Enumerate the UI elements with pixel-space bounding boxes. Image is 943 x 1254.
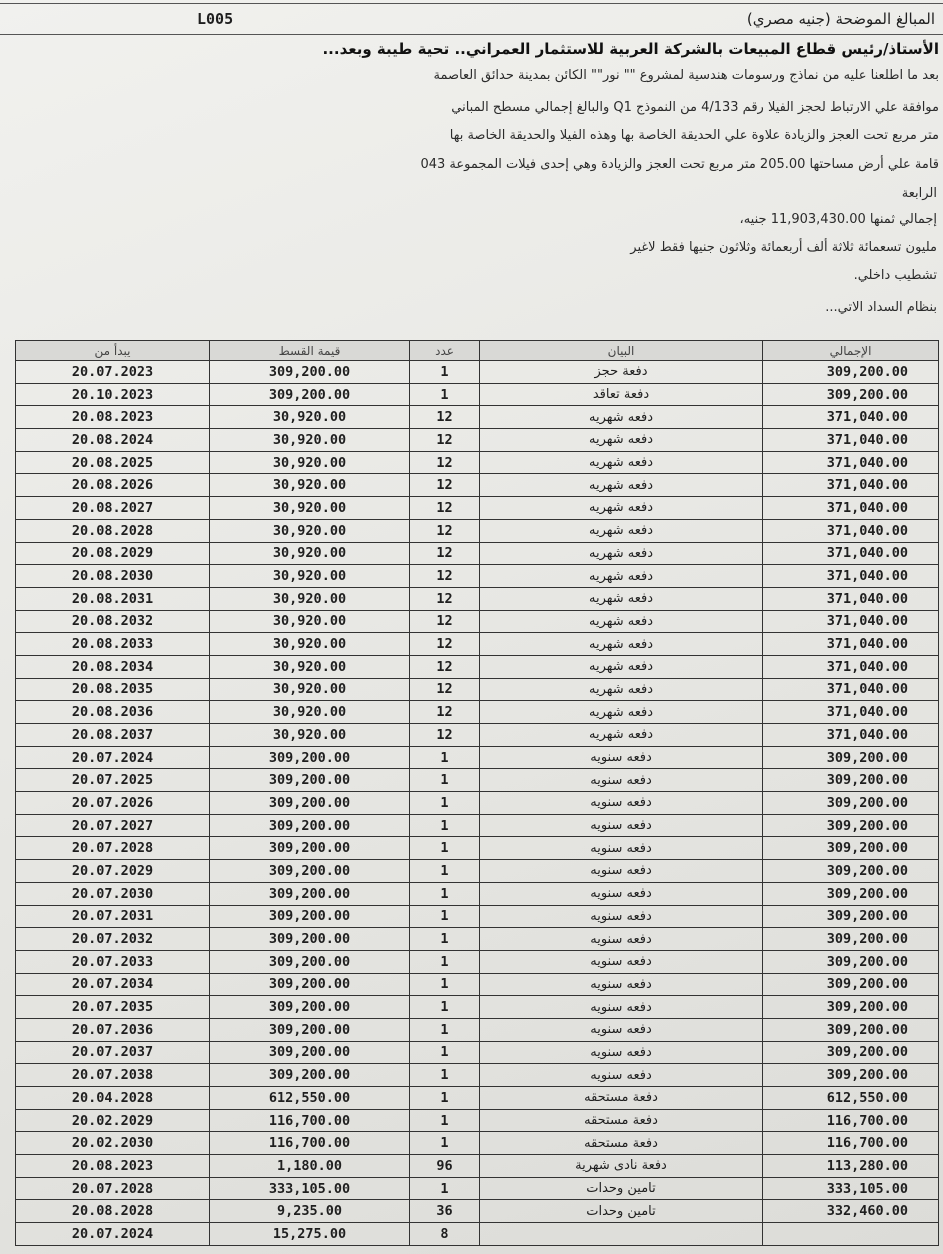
cell-count: 1 bbox=[410, 860, 480, 883]
cell-count: 1 bbox=[410, 1064, 480, 1087]
cell-installment-value: 9,235.00 bbox=[210, 1200, 410, 1223]
cell-installment-value: 309,200.00 bbox=[210, 1018, 410, 1041]
cell-installment-value: 30,920.00 bbox=[210, 565, 410, 588]
cell-count: 12 bbox=[410, 565, 480, 588]
cell-total: 309,200.00 bbox=[763, 928, 939, 951]
table-row bbox=[16, 882, 939, 905]
table-row bbox=[16, 542, 939, 565]
table-row bbox=[16, 633, 939, 656]
table-row bbox=[16, 519, 939, 542]
cell-description: دفعة مستحقه bbox=[480, 1087, 763, 1110]
cell-installment-value: 30,920.00 bbox=[210, 497, 410, 520]
cell-installment-value: 309,200.00 bbox=[210, 1064, 410, 1087]
cell-description: تامين وحدات bbox=[480, 1200, 763, 1223]
cell-count: 1 bbox=[410, 882, 480, 905]
cell-count: 1 bbox=[410, 1018, 480, 1041]
cell-count: 1 bbox=[410, 837, 480, 860]
cell-installment-value: 30,920.00 bbox=[210, 519, 410, 542]
cell-description: دفعه شهريه bbox=[480, 701, 763, 724]
table-row bbox=[16, 678, 939, 701]
cell-count: 1 bbox=[410, 1087, 480, 1110]
cell-total: 309,200.00 bbox=[763, 792, 939, 815]
table-row bbox=[16, 814, 939, 837]
table-row bbox=[16, 837, 939, 860]
header-installment-value: قيمة القسط bbox=[210, 341, 410, 361]
cell-count: 1 bbox=[410, 950, 480, 973]
cell-total: 371,040.00 bbox=[763, 474, 939, 497]
cell-total: 309,200.00 bbox=[763, 361, 939, 384]
cell-total: 309,200.00 bbox=[763, 996, 939, 1019]
cell-installment-value: 30,920.00 bbox=[210, 451, 410, 474]
cell-count: 12 bbox=[410, 701, 480, 724]
cell-total: 371,040.00 bbox=[763, 519, 939, 542]
cell-description: دفعه شهريه bbox=[480, 542, 763, 565]
table-row bbox=[16, 429, 939, 452]
cell-installment-value: 309,200.00 bbox=[210, 882, 410, 905]
table-row bbox=[16, 928, 939, 951]
letter-line: قامة علي أرض مساحتها 205.00 متر مربع تحت العجز والزيادة وهي إحدى فيلات المجموعة 043 bbox=[420, 157, 939, 172]
table-row bbox=[16, 1177, 939, 1200]
cell-description: دفعه سنويه bbox=[480, 1018, 763, 1041]
cell-total: 309,200.00 bbox=[763, 1064, 939, 1087]
cell-count: 12 bbox=[410, 474, 480, 497]
cell-description: دفعه سنويه bbox=[480, 882, 763, 905]
cell-count: 12 bbox=[410, 497, 480, 520]
table-row bbox=[16, 1155, 939, 1178]
table-row bbox=[16, 769, 939, 792]
cell-installment-value: 309,200.00 bbox=[210, 860, 410, 883]
cell-count: 1 bbox=[410, 996, 480, 1019]
cell-count: 1 bbox=[410, 1109, 480, 1132]
cell-description: دفعه سنويه bbox=[480, 950, 763, 973]
cell-count: 1 bbox=[410, 361, 480, 384]
cell-count: 12 bbox=[410, 542, 480, 565]
cell-description: دفعه شهريه bbox=[480, 497, 763, 520]
table-row bbox=[16, 587, 939, 610]
table-row bbox=[16, 406, 939, 429]
letter-line: بعد ما اطلعنا عليه من نماذج ورسومات هندسية لمشروع "" نور"" الكائن بمدينة حدائق العاصمة bbox=[433, 68, 939, 83]
cell-installment-value: 30,920.00 bbox=[210, 429, 410, 452]
cell-total: 116,700.00 bbox=[763, 1109, 939, 1132]
cell-description: دفعة تعاقد bbox=[480, 383, 763, 406]
cell-description: دفعه سنويه bbox=[480, 973, 763, 996]
table-row bbox=[16, 361, 939, 384]
letter-line: الرابعة bbox=[901, 186, 937, 201]
table-row bbox=[16, 724, 939, 747]
cell-start-date: 20.07.2037 bbox=[16, 1041, 210, 1064]
cell-description: دفعه سنويه bbox=[480, 860, 763, 883]
cell-installment-value: 309,200.00 bbox=[210, 905, 410, 928]
cell-total: 612,550.00 bbox=[763, 1087, 939, 1110]
cell-total: 309,200.00 bbox=[763, 950, 939, 973]
amounts-currency-title: المبالغ الموضحة (جنيه مصري) bbox=[746, 10, 935, 28]
cell-installment-value: 309,200.00 bbox=[210, 950, 410, 973]
cell-description: دفعه شهريه bbox=[480, 587, 763, 610]
cell-description: دفعة نادى شهرية bbox=[480, 1155, 763, 1178]
payment-schedule-table bbox=[15, 340, 939, 1246]
cell-description: دفعه شهريه bbox=[480, 519, 763, 542]
cell-count: 12 bbox=[410, 678, 480, 701]
cell-start-date: 20.08.2034 bbox=[16, 655, 210, 678]
letter-line: إجمالي ثمنها 11,903,430.00 جنيه، bbox=[739, 212, 937, 227]
cell-start-date: 20.07.2038 bbox=[16, 1064, 210, 1087]
cell-start-date: 20.08.2028 bbox=[16, 1200, 210, 1223]
table-row bbox=[16, 610, 939, 633]
letter-line: بنظام السداد الاتي... bbox=[825, 300, 937, 315]
header-count: عدد bbox=[410, 341, 480, 361]
cell-start-date: 20.08.2031 bbox=[16, 587, 210, 610]
cell-installment-value: 30,920.00 bbox=[210, 610, 410, 633]
cell-count: 12 bbox=[410, 633, 480, 656]
document-header bbox=[0, 3, 943, 35]
cell-total: 371,040.00 bbox=[763, 678, 939, 701]
cell-count: 1 bbox=[410, 746, 480, 769]
cell-count: 12 bbox=[410, 451, 480, 474]
cell-start-date: 20.08.2033 bbox=[16, 633, 210, 656]
cell-installment-value: 309,200.00 bbox=[210, 383, 410, 406]
letter-line: مليون تسعمائة ثلاثة ألف أربعمائة وثلاثون جنيها فقط لاغير bbox=[630, 240, 937, 255]
cell-count: 1 bbox=[410, 1132, 480, 1155]
cell-start-date: 20.08.2032 bbox=[16, 610, 210, 633]
cell-total: 113,280.00 bbox=[763, 1155, 939, 1178]
cell-description: دفعه سنويه bbox=[480, 746, 763, 769]
cell-start-date: 20.02.2030 bbox=[16, 1132, 210, 1155]
cell-description: دفعه سنويه bbox=[480, 905, 763, 928]
cell-description: دفعة مستحقه bbox=[480, 1132, 763, 1155]
table-row bbox=[16, 1132, 939, 1155]
cell-count: 1 bbox=[410, 814, 480, 837]
cell-start-date: 20.10.2023 bbox=[16, 383, 210, 406]
cell-description: دفعه سنويه bbox=[480, 837, 763, 860]
cell-description: دفعه شهريه bbox=[480, 724, 763, 747]
cell-start-date: 20.08.2023 bbox=[16, 1155, 210, 1178]
table-row bbox=[16, 996, 939, 1019]
cell-total: 332,460.00 bbox=[763, 1200, 939, 1223]
cell-total: 371,040.00 bbox=[763, 565, 939, 588]
letter-line: متر مربع تحت العجز والزيادة علاوة علي الحديقة الخاصة بها وهذه الفيلا والحديقة الخاصة بها bbox=[449, 128, 939, 143]
cell-start-date: 20.08.2037 bbox=[16, 724, 210, 747]
cell-total: 116,700.00 bbox=[763, 1132, 939, 1155]
table-row bbox=[16, 1041, 939, 1064]
cell-total: 371,040.00 bbox=[763, 451, 939, 474]
cell-count: 1 bbox=[410, 905, 480, 928]
letter-line: موافقة علي الارتباط لحجز الفيلا رقم 4/133 من النموذج Q1 والبالغ إجمالي مسطح المباني bbox=[451, 100, 939, 115]
cell-start-date: 20.07.2026 bbox=[16, 792, 210, 815]
cell-description: دفعه شهريه bbox=[480, 451, 763, 474]
cell-start-date: 20.07.2028 bbox=[16, 1177, 210, 1200]
table-row bbox=[16, 474, 939, 497]
table-row bbox=[16, 792, 939, 815]
table-header-row bbox=[16, 341, 939, 361]
cell-total: 371,040.00 bbox=[763, 633, 939, 656]
cell-description: دفعه شهريه bbox=[480, 633, 763, 656]
cell-description: دفعه شهريه bbox=[480, 655, 763, 678]
cell-count: 1 bbox=[410, 973, 480, 996]
table-row bbox=[16, 1200, 939, 1223]
table-row bbox=[16, 973, 939, 996]
cell-start-date: 20.08.2030 bbox=[16, 565, 210, 588]
cell-start-date: 20.07.2032 bbox=[16, 928, 210, 951]
table-row bbox=[16, 655, 939, 678]
cell-total: 371,040.00 bbox=[763, 542, 939, 565]
table-row bbox=[16, 383, 939, 406]
cell-total: 309,200.00 bbox=[763, 814, 939, 837]
table-row bbox=[16, 950, 939, 973]
cell-start-date: 20.08.2036 bbox=[16, 701, 210, 724]
cell-total: 371,040.00 bbox=[763, 724, 939, 747]
cell-start-date: 20.08.2025 bbox=[16, 451, 210, 474]
table-row bbox=[16, 905, 939, 928]
table-row bbox=[16, 1064, 939, 1087]
table-row bbox=[16, 1223, 939, 1246]
cell-description: دفعه سنويه bbox=[480, 1064, 763, 1087]
cell-installment-value: 612,550.00 bbox=[210, 1087, 410, 1110]
cell-total: 371,040.00 bbox=[763, 655, 939, 678]
cell-start-date: 20.07.2033 bbox=[16, 950, 210, 973]
cell-count: 96 bbox=[410, 1155, 480, 1178]
cell-start-date: 20.07.2025 bbox=[16, 769, 210, 792]
table-row bbox=[16, 1109, 939, 1132]
cell-start-date: 20.08.2026 bbox=[16, 474, 210, 497]
table-row bbox=[16, 451, 939, 474]
cell-installment-value: 309,200.00 bbox=[210, 928, 410, 951]
cell-installment-value: 309,200.00 bbox=[210, 746, 410, 769]
cell-description: دفعه شهريه bbox=[480, 474, 763, 497]
cell-start-date: 20.02.2029 bbox=[16, 1109, 210, 1132]
cell-start-date: 20.07.2028 bbox=[16, 837, 210, 860]
cell-installment-value: 30,920.00 bbox=[210, 678, 410, 701]
cell-description: دفعه شهريه bbox=[480, 610, 763, 633]
table-row bbox=[16, 860, 939, 883]
table-row bbox=[16, 746, 939, 769]
cell-installment-value: 309,200.00 bbox=[210, 769, 410, 792]
table-row bbox=[16, 1087, 939, 1110]
cell-start-date: 20.07.2029 bbox=[16, 860, 210, 883]
letter-line: تشطيب داخلي. bbox=[853, 268, 937, 283]
cell-count: 1 bbox=[410, 792, 480, 815]
cell-installment-value: 309,200.00 bbox=[210, 996, 410, 1019]
cell-description: دفعه سنويه bbox=[480, 928, 763, 951]
cell-total: 371,040.00 bbox=[763, 429, 939, 452]
table-row bbox=[16, 497, 939, 520]
cell-installment-value: 116,700.00 bbox=[210, 1109, 410, 1132]
header-start-date: يبدأ من bbox=[16, 341, 210, 361]
cell-installment-value: 309,200.00 bbox=[210, 361, 410, 384]
cell-total: 309,200.00 bbox=[763, 905, 939, 928]
cell-start-date: 20.07.2024 bbox=[16, 746, 210, 769]
cell-start-date: 20.08.2029 bbox=[16, 542, 210, 565]
cell-description: دفعه سنويه bbox=[480, 814, 763, 837]
table-row bbox=[16, 565, 939, 588]
cell-description: دفعه شهريه bbox=[480, 429, 763, 452]
cell-total: 371,040.00 bbox=[763, 497, 939, 520]
cell-start-date: 20.07.2035 bbox=[16, 996, 210, 1019]
cell-installment-value: 309,200.00 bbox=[210, 837, 410, 860]
cell-start-date: 20.07.2036 bbox=[16, 1018, 210, 1041]
cell-total: 309,200.00 bbox=[763, 860, 939, 883]
cell-installment-value: 30,920.00 bbox=[210, 724, 410, 747]
document-code: L005 bbox=[197, 10, 234, 28]
cell-start-date: 20.08.2035 bbox=[16, 678, 210, 701]
cell-description: تامين وحدات bbox=[480, 1177, 763, 1200]
cell-description bbox=[480, 1223, 763, 1246]
cell-total: 309,200.00 bbox=[763, 1041, 939, 1064]
cell-installment-value: 15,275.00 bbox=[210, 1223, 410, 1246]
header-description: البيان bbox=[480, 341, 763, 361]
cell-installment-value: 116,700.00 bbox=[210, 1132, 410, 1155]
cell-installment-value: 1,180.00 bbox=[210, 1155, 410, 1178]
cell-description: دفعه سنويه bbox=[480, 769, 763, 792]
cell-installment-value: 309,200.00 bbox=[210, 973, 410, 996]
cell-count: 1 bbox=[410, 1177, 480, 1200]
cell-total: 333,105.00 bbox=[763, 1177, 939, 1200]
cell-count: 12 bbox=[410, 724, 480, 747]
cell-total: 309,200.00 bbox=[763, 746, 939, 769]
cell-count: 12 bbox=[410, 429, 480, 452]
cell-installment-value: 333,105.00 bbox=[210, 1177, 410, 1200]
cell-total: 309,200.00 bbox=[763, 973, 939, 996]
cell-start-date: 20.08.2024 bbox=[16, 429, 210, 452]
cell-installment-value: 30,920.00 bbox=[210, 655, 410, 678]
cell-total: 309,200.00 bbox=[763, 383, 939, 406]
cell-start-date: 20.04.2028 bbox=[16, 1087, 210, 1110]
cell-description: دفعة مستحقه bbox=[480, 1109, 763, 1132]
cell-count: 8 bbox=[410, 1223, 480, 1246]
cell-start-date: 20.08.2028 bbox=[16, 519, 210, 542]
cell-installment-value: 30,920.00 bbox=[210, 542, 410, 565]
cell-installment-value: 30,920.00 bbox=[210, 474, 410, 497]
cell-installment-value: 30,920.00 bbox=[210, 701, 410, 724]
cell-total: 371,040.00 bbox=[763, 610, 939, 633]
cell-description: دفعه شهريه bbox=[480, 406, 763, 429]
cell-installment-value: 309,200.00 bbox=[210, 814, 410, 837]
cell-count: 12 bbox=[410, 519, 480, 542]
cell-count: 12 bbox=[410, 406, 480, 429]
cell-start-date: 20.07.2027 bbox=[16, 814, 210, 837]
cell-count: 1 bbox=[410, 383, 480, 406]
cell-installment-value: 30,920.00 bbox=[210, 406, 410, 429]
cell-description: دفعه سنويه bbox=[480, 792, 763, 815]
cell-description: دفعه شهريه bbox=[480, 678, 763, 701]
cell-count: 12 bbox=[410, 655, 480, 678]
cell-total: 371,040.00 bbox=[763, 406, 939, 429]
cell-installment-value: 30,920.00 bbox=[210, 633, 410, 656]
letter-line: الأستاذ/رئيس قطاع المبيعات بالشركة العربية للاستثمار العمراني.. تحية طيبة وبعد... bbox=[322, 40, 939, 58]
table-row bbox=[16, 701, 939, 724]
cell-total: 371,040.00 bbox=[763, 587, 939, 610]
cell-description: دفعه سنويه bbox=[480, 996, 763, 1019]
cell-start-date: 20.07.2030 bbox=[16, 882, 210, 905]
cell-count: 12 bbox=[410, 610, 480, 633]
cell-count: 12 bbox=[410, 587, 480, 610]
cell-total: 309,200.00 bbox=[763, 882, 939, 905]
cell-total: 309,200.00 bbox=[763, 837, 939, 860]
cell-start-date: 20.07.2023 bbox=[16, 361, 210, 384]
cell-start-date: 20.07.2024 bbox=[16, 1223, 210, 1246]
cell-total: 309,200.00 bbox=[763, 769, 939, 792]
cell-start-date: 20.08.2023 bbox=[16, 406, 210, 429]
cell-total: 309,200.00 bbox=[763, 1018, 939, 1041]
cell-description: دفعة حجز bbox=[480, 361, 763, 384]
cell-description: دفعه سنويه bbox=[480, 1041, 763, 1064]
cell-installment-value: 30,920.00 bbox=[210, 587, 410, 610]
table-row bbox=[16, 1018, 939, 1041]
cell-start-date: 20.07.2031 bbox=[16, 905, 210, 928]
cell-count: 1 bbox=[410, 928, 480, 951]
cell-total: 371,040.00 bbox=[763, 701, 939, 724]
cell-installment-value: 309,200.00 bbox=[210, 792, 410, 815]
cell-count: 1 bbox=[410, 1041, 480, 1064]
cell-installment-value: 309,200.00 bbox=[210, 1041, 410, 1064]
cell-count: 36 bbox=[410, 1200, 480, 1223]
cell-description: دفعه شهريه bbox=[480, 565, 763, 588]
cell-start-date: 20.07.2034 bbox=[16, 973, 210, 996]
cell-count: 1 bbox=[410, 769, 480, 792]
cell-start-date: 20.08.2027 bbox=[16, 497, 210, 520]
header-total: الإجمالي bbox=[763, 341, 939, 361]
cell-total bbox=[763, 1223, 939, 1246]
